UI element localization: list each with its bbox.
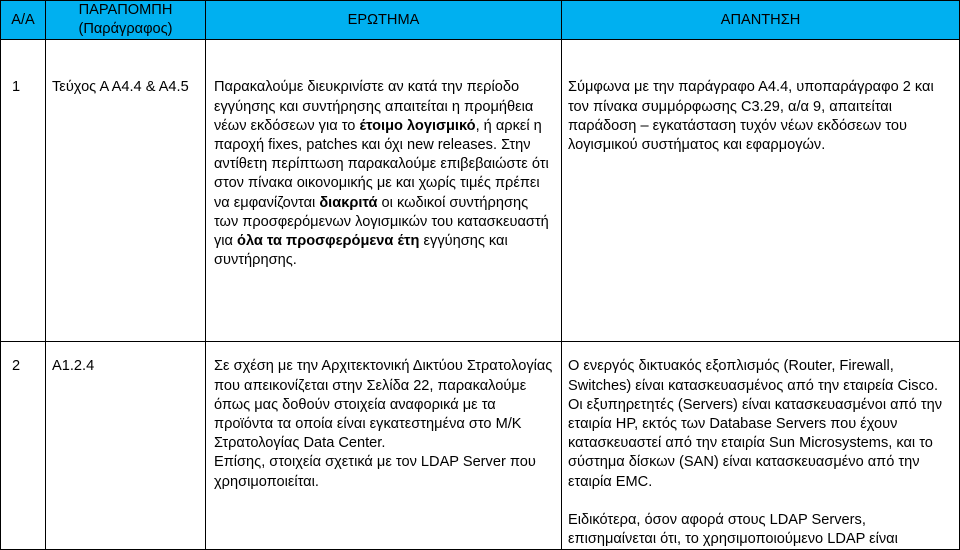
header-row	[1, 1, 960, 40]
answer-paragraph: Ειδικότερα, όσον αφορά στους LDAP Servers, επισημαίνεται ότι, το χρησιμοποιούμενο LDAP είναι	[568, 511, 898, 548]
header-answer: ΑΠΑΝΤΗΣΗ	[562, 1, 960, 40]
row-question	[206, 342, 562, 550]
row-reference: Α1.2.4	[46, 342, 206, 550]
header-reference	[46, 1, 206, 40]
question-paragraph: Σε σχέση με την Αρχιτεκτονική Δικτύου Στρατολογίας που απεικονίζεται στην Σελίδα 22, παρακαλούμε όπως μας δοθούν στοιχεία αναφορικά με τα προϊόντα τα οποία είναι εγκατεστημένα στο Μ/Κ Στρατολογίας Data Center.	[214, 358, 553, 452]
emphasis-all-years: όλα τα προσφερόμενα έτη	[237, 233, 420, 250]
row-answer	[562, 342, 960, 550]
header-aa: Α/Α	[1, 1, 46, 40]
delta-symbol: Δ	[412, 358, 423, 375]
table-row	[1, 342, 960, 550]
emphasis-ready-software: έτοιμο λογισμικό	[359, 117, 476, 134]
table-row	[1, 40, 960, 342]
answer-paragraph: Ο ενεργός δικτυακός εξοπλισμός (Router, Firewall, Switches) είναι κατασκευασμένος από την εταιρεία Cisco. Οι εξυπηρετητές (Servers) είναι κατασκευασμένοι από την εταιρία HP, εκτός των Database Servers που έχουν κατασκευαστεί από την εταιρία Sun Microsystems, και το σύστημα δίσκων (SAN) είναι κατασκευασμένο από την εταιρία EMC.	[568, 358, 943, 490]
header-question: ΕΡΩΤΗΜΑ	[206, 1, 562, 40]
row-reference: Τεύχος Α Α4.4 & Α4.5	[46, 40, 206, 342]
row-answer: Σύμφωνα με την παράγραφο Α4.4, υποπαράγραφο 2 και τον πίνακα συμμόρφωσης C3.29, α/α 9, απαιτείται παράδοση – εγκατάσταση τυχόν νέων εκδόσεων του λογισμικού συστήματος και εφαρμογών.	[562, 40, 960, 342]
question-paragraph: Επίσης, στοιχεία σχετικά με τον LDAP Server που χρησιμοποιείται.	[214, 454, 536, 490]
row-number: 1	[1, 40, 46, 342]
header-reference-line2: (Παράγραφος)	[78, 21, 173, 38]
emphasis-distinct: διακριτά	[319, 194, 378, 211]
row-number: 2	[1, 342, 46, 550]
row-question: Παρακαλούμε διευκρινίστε αν κατά την περίοδο εγγύησης και συντήρησης απαιτείται η προμήθεια νέων εκδόσεων για το έτοιμο λογισμικό, ή αρκεί η παροχή fixes, patches και όχι new releases. Στην αντίθετη περίπτωση παρακαλούμε επιβεβαιώστε ότι στον πίνακα οικονομικής με και χωρίς τιμές πρέπει να εμφανίζονται διακριτά οι κωδικοί συντήρησης των προσφερόμενων λογισμικών του κατασκευαστή για όλα τα προσφερόμενα έτη εγγύησης και συντήρησης.	[206, 40, 562, 342]
header-reference-line1: ΠΑΡΑΠΟΜΠΗ	[78, 2, 173, 18]
